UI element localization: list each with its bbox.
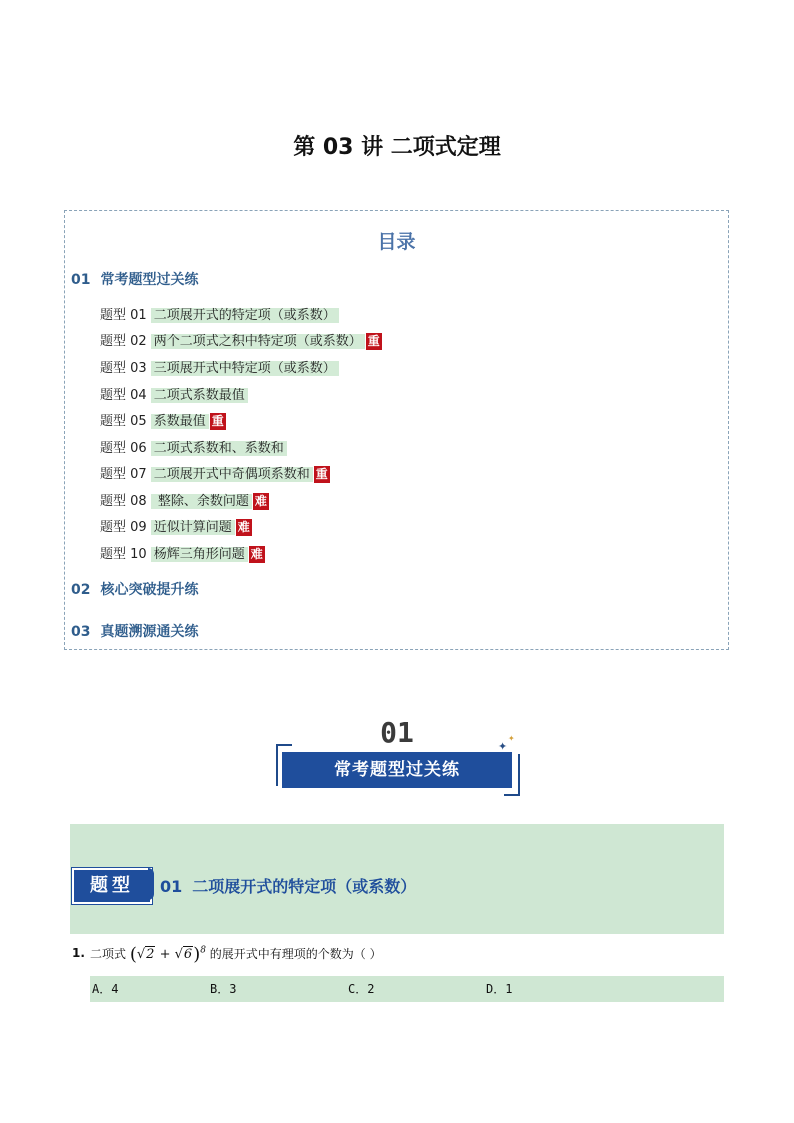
sparkle-icon: ✦ — [498, 740, 508, 753]
type-tag-cap — [148, 868, 154, 900]
toc-item-text: 近似计算问题 — [151, 520, 235, 535]
table-of-contents — [64, 210, 729, 650]
toc-item-08[interactable] — [100, 493, 269, 511]
toc-section-number: 01 — [71, 272, 91, 288]
toc-item-01[interactable] — [100, 307, 339, 325]
toc-item-text: 两个二项式之积中特定项（或系数） — [151, 334, 365, 349]
toc-section-number: 02 — [71, 582, 91, 598]
page-title: 第 03 讲 二项式定理 — [293, 135, 501, 160]
type-tag: 题型 — [72, 868, 152, 904]
toc-section-03[interactable] — [71, 621, 198, 641]
toc-item-label: 题型 05 — [100, 414, 147, 429]
math-operator: + — [159, 947, 171, 962]
type-title — [160, 874, 416, 897]
question-prefix: 二项式 — [90, 947, 127, 961]
toc-item-label: 题型 04 — [100, 388, 147, 403]
toc-item-text: 系数最值 — [151, 414, 209, 429]
toc-item-text: 二项式系数和、系数和 — [151, 441, 287, 456]
toc-item-04[interactable] — [100, 387, 248, 405]
option-d[interactable]: D．1 — [486, 982, 513, 996]
toc-item-09[interactable] — [100, 519, 252, 537]
toc-item-07[interactable] — [100, 466, 330, 484]
difficult-badge: 难 — [254, 494, 267, 508]
toc-item-02[interactable] — [100, 333, 382, 351]
radicand-1: 2 — [146, 947, 155, 962]
toc-item-label: 题型 02 — [100, 334, 147, 349]
toc-section-number: 03 — [71, 624, 91, 640]
question-suffix: 的展开式中有理项的个数为（ ） — [209, 947, 382, 961]
option-b[interactable]: B．3 — [210, 982, 237, 996]
toc-item-05[interactable] — [100, 413, 226, 431]
difficult-badge: 难 — [237, 520, 250, 534]
toc-item-text: 杨辉三角形问题 — [151, 547, 248, 562]
toc-item-text: 二项展开式中奇偶项系数和 — [151, 467, 313, 482]
toc-item-label: 题型 09 — [100, 520, 147, 535]
toc-item-label: 题型 07 — [100, 467, 147, 482]
toc-section-02[interactable] — [71, 579, 198, 599]
toc-item-label: 题型 06 — [100, 441, 147, 456]
question-text — [90, 944, 382, 965]
toc-section-label: 核心突破提升练 — [100, 582, 199, 598]
toc-heading: 目录 — [377, 231, 416, 253]
toc-item-text: 三项展开式中特定项（或系数） — [151, 361, 339, 376]
type-header — [70, 866, 724, 902]
toc-item-text: 二项展开式的特定项（或系数） — [151, 308, 339, 323]
binomial-expression: $(√2 + √6)^8$ — [129, 944, 206, 965]
toc-item-10[interactable] — [100, 546, 265, 564]
toc-item-label: 题型 08 — [100, 494, 147, 509]
type-title-text: 二项展开式的特定项（或系数） — [192, 877, 417, 896]
answer-options — [90, 976, 724, 1002]
type-number: 01 — [160, 877, 183, 896]
toc-item-label: 题型 03 — [100, 361, 147, 376]
question-1 — [70, 934, 724, 974]
toc-item-label: 题型 10 — [100, 547, 147, 562]
toc-item-03[interactable] — [100, 360, 339, 378]
difficult-badge: 难 — [250, 547, 263, 561]
toc-item-label: 题型 01 — [100, 308, 147, 323]
question-number: 1. — [72, 946, 85, 960]
toc-section-label: 真题溯源通关练 — [100, 624, 199, 640]
option-a[interactable]: A．4 — [92, 982, 119, 996]
important-badge: 重 — [367, 334, 380, 348]
important-badge: 重 — [211, 414, 224, 428]
toc-section-01[interactable] — [71, 269, 198, 289]
toc-item-06[interactable] — [100, 440, 287, 458]
exponent: 8 — [200, 945, 206, 956]
toc-item-text: 二项式系数最值 — [151, 388, 248, 403]
section-banner-title: 常考题型过关练 — [282, 752, 512, 788]
section-banner — [276, 734, 520, 796]
important-badge: 重 — [315, 467, 328, 481]
toc-item-text: 整除、余数问题 — [151, 494, 252, 509]
section-banner-number: 01 — [380, 716, 414, 749]
sparkle-icon: ✦ — [508, 734, 515, 743]
toc-section-label: 常考题型过关练 — [100, 272, 199, 288]
radicand-2: 6 — [183, 947, 193, 962]
option-c[interactable]: C．2 — [348, 982, 375, 996]
